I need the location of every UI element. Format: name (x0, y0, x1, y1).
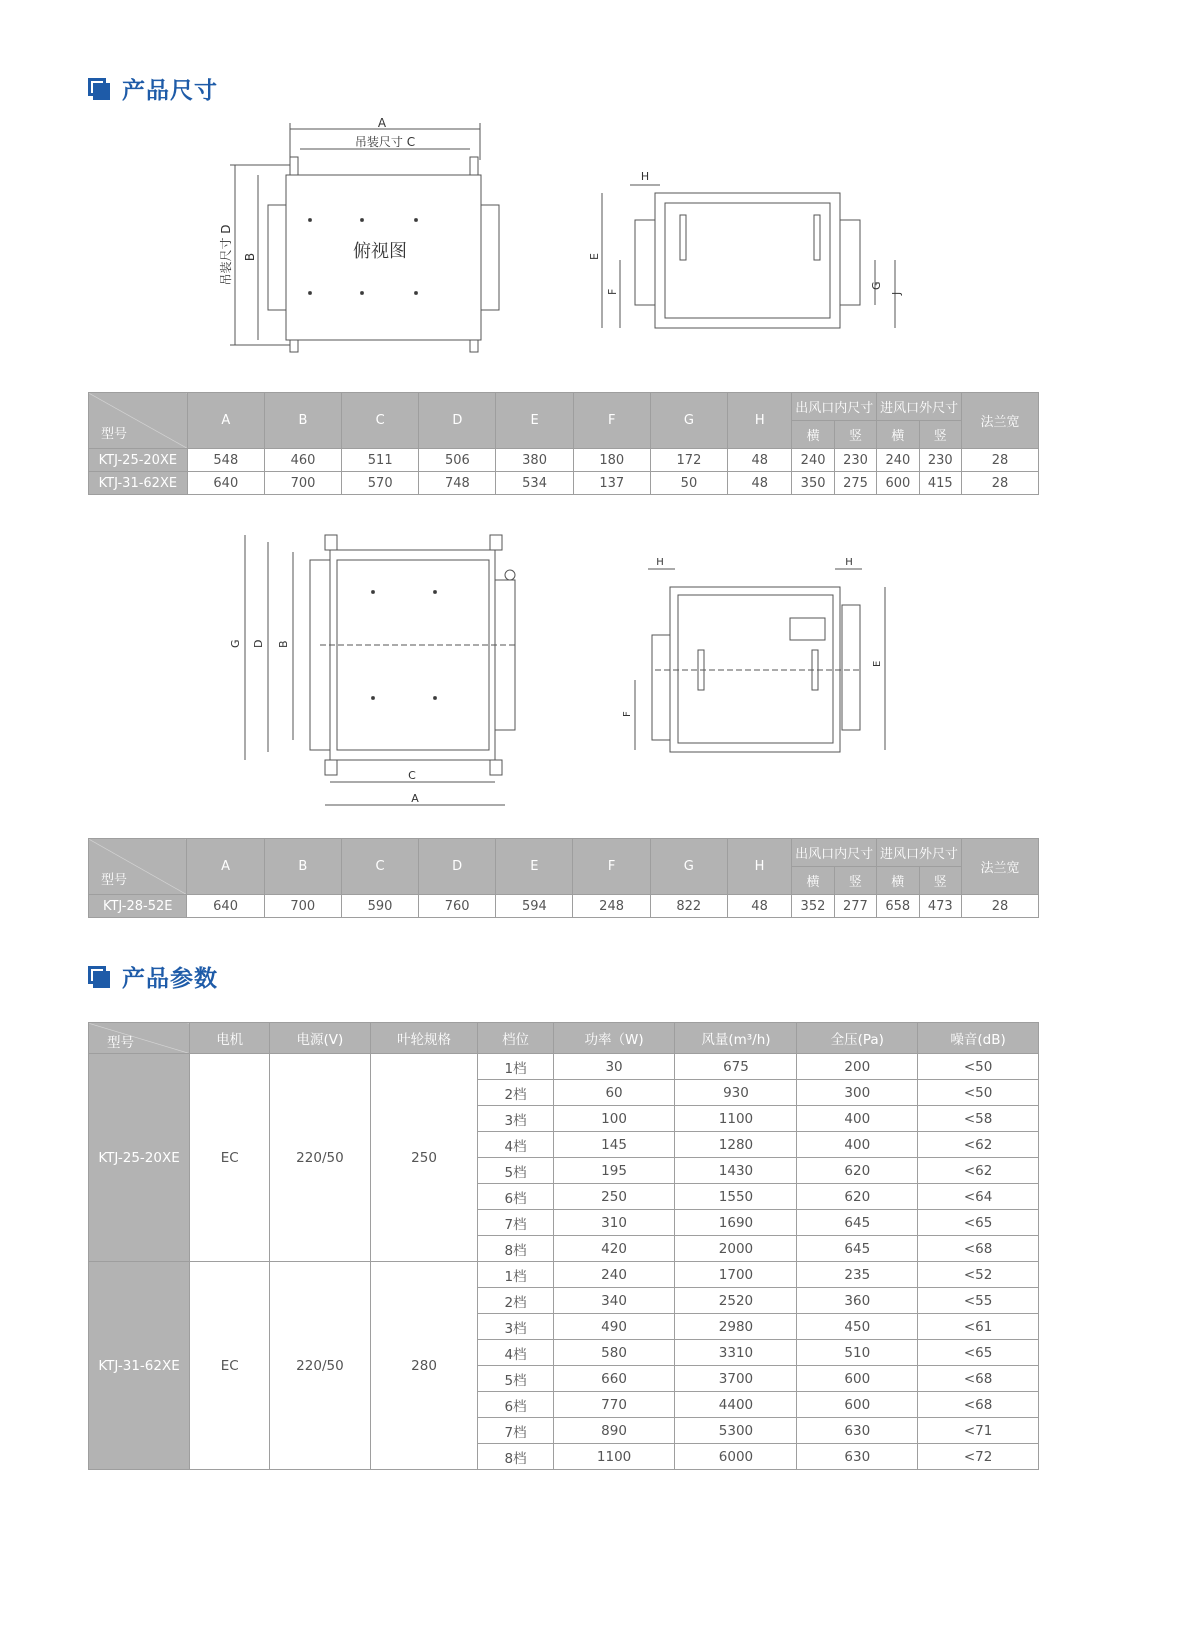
table-cell: 675 (675, 1054, 797, 1080)
table-cell: <62 (918, 1158, 1039, 1184)
table-cell: <50 (918, 1080, 1039, 1106)
table-cell: 4档 (478, 1340, 553, 1366)
table-cell: 195 (553, 1158, 675, 1184)
outlet-header: 出风口内尺寸 (792, 393, 877, 421)
impeller-cell: 280 (370, 1262, 478, 1470)
model-cell: KTJ-25-20XE (89, 1054, 190, 1262)
table-corner: 型号 (89, 839, 187, 895)
table-cell: 3310 (675, 1340, 797, 1366)
table-cell: 400 (797, 1132, 918, 1158)
power-cell: 220/50 (270, 1054, 370, 1262)
svg-text:G: G (870, 281, 883, 290)
table-cell: 6档 (478, 1184, 553, 1210)
table-cell: 1100 (553, 1444, 675, 1470)
table-cell: 600 (797, 1366, 918, 1392)
drawing-top-view-2 (225, 530, 525, 820)
table-cell: 6档 (478, 1392, 553, 1418)
model-cell: KTJ-31-62XE (89, 1262, 190, 1470)
table-cell: 580 (553, 1340, 675, 1366)
table-cell: 420 (553, 1236, 675, 1262)
svg-text:E: E (588, 253, 601, 260)
table-cell: 310 (553, 1210, 675, 1236)
table-cell: <55 (918, 1288, 1039, 1314)
table-cell: 930 (675, 1080, 797, 1106)
table-cell: 7档 (478, 1418, 553, 1444)
section-square-icon (88, 966, 110, 988)
power-cell: 220/50 (270, 1262, 370, 1470)
section-title-dimensions (88, 72, 218, 105)
impeller-cell: 250 (370, 1054, 478, 1262)
dim-label-A: A (377, 116, 387, 130)
table-cell: 360 (797, 1288, 918, 1314)
table-cell: 6000 (675, 1444, 797, 1470)
table-cell: 510 (797, 1340, 918, 1366)
table-cell: <72 (918, 1444, 1039, 1470)
table-cell: 645 (797, 1236, 918, 1262)
table-cell: <65 (918, 1210, 1039, 1236)
table-cell: <52 (918, 1262, 1039, 1288)
drawing-side-view-1 (590, 165, 910, 345)
svg-text:F: F (606, 288, 619, 295)
table-cell: 250 (553, 1184, 675, 1210)
table-cell: 3档 (478, 1106, 553, 1132)
table-cell: 340 (553, 1288, 675, 1314)
table-cell: 145 (553, 1132, 675, 1158)
table-cell: 620 (797, 1184, 918, 1210)
table-cell: 235 (797, 1262, 918, 1288)
section-title-text: 产品尺寸 (122, 78, 218, 104)
table-cell: 2520 (675, 1288, 797, 1314)
table-cell: 630 (797, 1444, 918, 1470)
table-cell: <50 (918, 1054, 1039, 1080)
table-cell: 5300 (675, 1418, 797, 1444)
table-cell: 240 (553, 1262, 675, 1288)
table-cell: <68 (918, 1392, 1039, 1418)
unit-body-2 (330, 550, 495, 760)
table-cell: 630 (797, 1418, 918, 1444)
table-cell: 5档 (478, 1158, 553, 1184)
table-cell: 890 (553, 1418, 675, 1444)
table-cell: <65 (918, 1340, 1039, 1366)
table-cell: <62 (918, 1132, 1039, 1158)
top-view-label: 俯视图 (353, 241, 407, 262)
table-cell: 60 (553, 1080, 675, 1106)
dimension-table-1: 型号 A B C D E F G H 出风口内尺寸 进风口外尺寸 法兰宽 横 竖 横 竖 KTJ-25-20XE 548 460 511 506 380 180 172 48 240 230 240 230 28 KTJ-31-62XE 640 700 570 748 534 137 50 48 350 275 600 415 28 (88, 392, 1039, 495)
svg-text:A: A (411, 792, 419, 805)
svg-text:J: J (890, 291, 903, 295)
table-cell: 1档 (478, 1262, 553, 1288)
table-cell: 1700 (675, 1262, 797, 1288)
table-cell: 645 (797, 1210, 918, 1236)
table-cell: 1档 (478, 1054, 553, 1080)
table-cell: 1280 (675, 1132, 797, 1158)
table-cell: 1100 (675, 1106, 797, 1132)
table-cell: 4400 (675, 1392, 797, 1418)
svg-text:G: G (229, 639, 242, 648)
motor-cell: EC (190, 1262, 270, 1470)
table-cell: 600 (797, 1392, 918, 1418)
table-cell: 3档 (478, 1314, 553, 1340)
table-cell: 8档 (478, 1236, 553, 1262)
section-title-params (88, 960, 218, 993)
svg-text:B: B (277, 640, 290, 648)
svg-text:D: D (252, 639, 265, 648)
table-row: KTJ-28-52E 640 700 590 760 594 248 822 48 352 277 658 473 28 (89, 895, 1039, 918)
params-corner: 型号 (89, 1023, 190, 1054)
inlet-header: 进风口外尺寸 (877, 393, 962, 421)
table-row: KTJ-31-62XE 640 700 570 748 534 137 50 48 350 275 600 415 28 (89, 472, 1039, 495)
table-cell: 400 (797, 1106, 918, 1132)
table-row (89, 1262, 1039, 1288)
dim-label-B: B (243, 252, 257, 262)
table-cell: 2000 (675, 1236, 797, 1262)
table-cell: 5档 (478, 1366, 553, 1392)
flange-header: 法兰宽 (962, 393, 1039, 449)
dimension-table-2: 型号 A B C D E F G H 出风口内尺寸 进风口外尺寸 法兰宽 横 竖 横 竖 KTJ-28-52E 640 700 590 760 594 248 822 48 352 277 658 473 28 (88, 838, 1039, 918)
svg-text:H: H (640, 170, 650, 183)
params-table: 型号 电机 电源(V) 叶轮规格 档位 功率（W) 风量(m³/h) 全压(Pa) 噪音(dB) KTJ-25-20XE EC 220/50 250 1档 30 675 200 <50 2档 60 930 300 <50 3档 100 1100 400 <58 4档 145 1280 400 <62 5档 195 1430 620 <62 6档 250 1550 620 <64 7档 310 1690 645 <65 8档 420 2000 645 <68 KTJ-31-62XE EC 220/50 280 1档 240 1700 235 <52 2档 340 2520 360 <55 3档 490 2980 450 <61 4档 580 3310 510 <65 5档 660 3700 600 <68 6档 770 4400 600 <68 7档 890 5300 630 <71 8档 1100 6000 630 <72 (88, 1022, 1039, 1470)
table-cell: 300 (797, 1080, 918, 1106)
table-corner: 型号 (89, 393, 188, 449)
table-cell: 1690 (675, 1210, 797, 1236)
table-cell: <68 (918, 1366, 1039, 1392)
table-cell: 770 (553, 1392, 675, 1418)
table-cell: 100 (553, 1106, 675, 1132)
table-cell: <64 (918, 1184, 1039, 1210)
svg-text:E: E (872, 660, 883, 667)
table-cell: <58 (918, 1106, 1039, 1132)
table-cell: 4档 (478, 1132, 553, 1158)
dim-label-C: 吊装尺寸 C (354, 135, 416, 149)
table-cell: 620 (797, 1158, 918, 1184)
table-cell: <61 (918, 1314, 1039, 1340)
table-cell: 2980 (675, 1314, 797, 1340)
table-cell: 1430 (675, 1158, 797, 1184)
section-title-text: 产品参数 (122, 966, 218, 992)
svg-text:F: F (622, 711, 633, 717)
table-cell: 7档 (478, 1210, 553, 1236)
table-row (89, 1054, 1039, 1080)
table-cell: 2档 (478, 1080, 553, 1106)
table-cell: 660 (553, 1366, 675, 1392)
svg-text:C: C (408, 769, 416, 782)
table-cell: 3700 (675, 1366, 797, 1392)
section-square-icon (88, 78, 110, 100)
table-cell: 450 (797, 1314, 918, 1340)
svg-text:H: H (656, 557, 664, 568)
drawing-side-view-2 (622, 555, 900, 760)
table-cell: 1550 (675, 1184, 797, 1210)
table-cell: <71 (918, 1418, 1039, 1444)
table-cell: 2档 (478, 1288, 553, 1314)
table-cell: 200 (797, 1054, 918, 1080)
table-cell: <68 (918, 1236, 1039, 1262)
drawing-top-view-1 (220, 115, 540, 365)
table-cell: 8档 (478, 1444, 553, 1470)
dim-label-D: 吊装尺寸 D (219, 224, 233, 286)
svg-text:H: H (845, 557, 853, 568)
table-row: KTJ-25-20XE 548 460 511 506 380 180 172 48 240 230 240 230 28 (89, 449, 1039, 472)
table-cell: 30 (553, 1054, 675, 1080)
motor-cell: EC (190, 1054, 270, 1262)
table-cell: 490 (553, 1314, 675, 1340)
